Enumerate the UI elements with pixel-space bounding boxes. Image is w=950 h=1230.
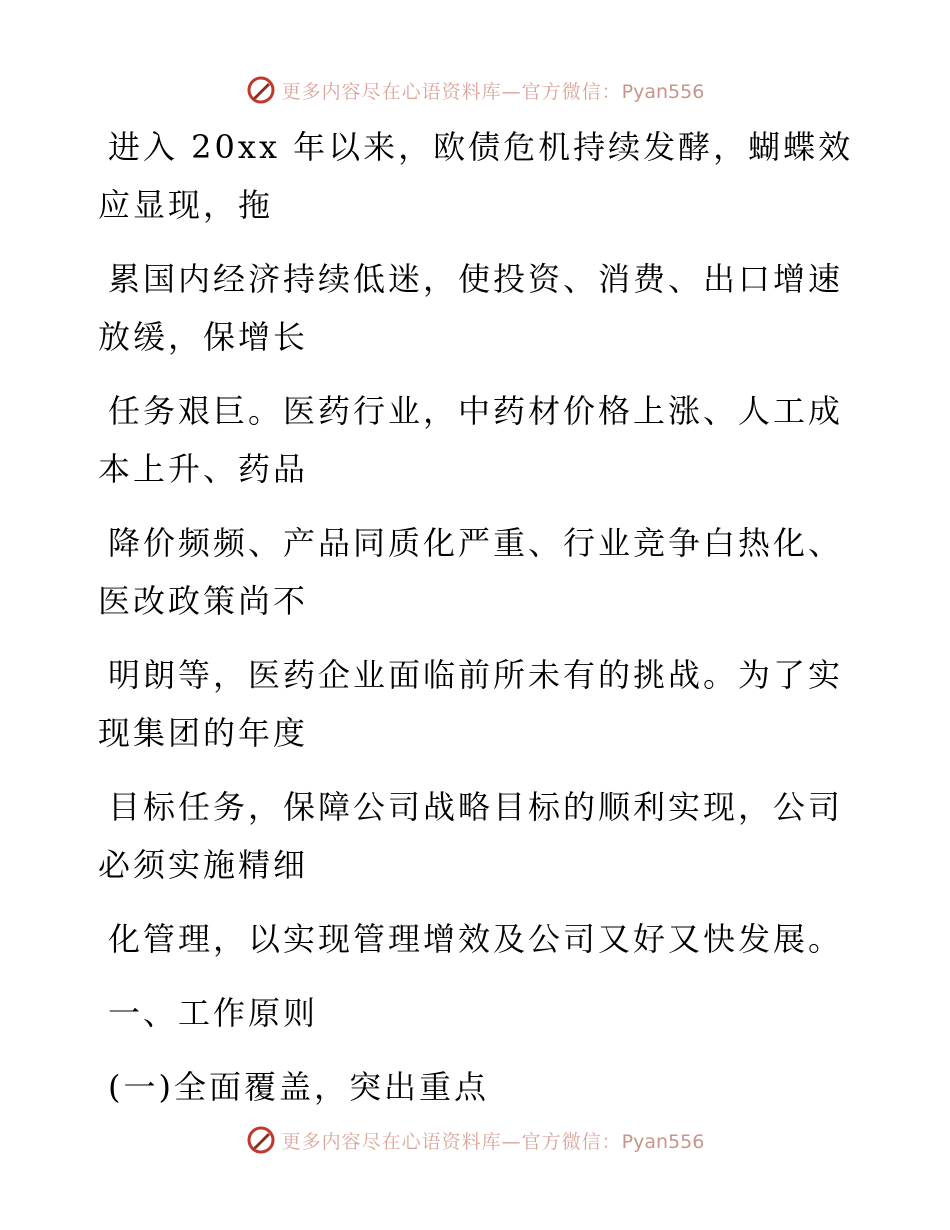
text-line: 累国内经济持续低迷，使投资、消费、出口增速: [108, 260, 844, 298]
wechat-id: Pyan556: [621, 1130, 705, 1153]
header-watermark-banner: [0, 70, 950, 110]
paragraph: [98, 910, 844, 968]
paragraph: [98, 250, 844, 366]
text-line: 必须实施精细: [98, 846, 309, 884]
text-line: 进入 20xx 年以来，欧债危机持续发酵，蝴蝶效: [108, 128, 854, 166]
text-line: 任务艰巨。医药行业，中药材价格上涨、人工成: [108, 392, 844, 430]
footer-watermark-banner: [0, 1120, 950, 1160]
text-line: 化管理，以实现管理增效及公司又好又快发展。: [108, 920, 844, 958]
pen-logo-icon: [246, 75, 276, 105]
watermark-text: 更多内容尽在心语资料库—官方微信：Pyan556: [281, 80, 705, 103]
paragraph: [98, 646, 844, 762]
text-line: 降价频频、产品同质化严重、行业竞争白热化、: [108, 524, 844, 562]
paragraph: [98, 118, 854, 234]
text-line: 明朗等，医药企业面临前所未有的挑战。为了实: [108, 656, 844, 694]
pen-logo-icon: [246, 1125, 276, 1155]
text-line: 放缓，保增长: [98, 318, 309, 356]
watermark-text: 更多内容尽在心语资料库—官方微信：Pyan556: [281, 1130, 705, 1153]
text-line: 一、工作原则: [108, 994, 319, 1032]
paragraph: [98, 514, 844, 630]
text-line: 现集团的年度: [98, 714, 309, 752]
text-line: 医改政策尚不: [98, 582, 309, 620]
document-body: [98, 118, 854, 1116]
text-line: (一)全面覆盖，突出重点: [108, 1068, 489, 1106]
text-line: 本上升、药品: [98, 450, 309, 488]
subsection-heading: [98, 1058, 838, 1116]
text-line: 目标任务，保障公司战略目标的顺利实现，公司: [108, 788, 844, 826]
text-line: 应显现，拖: [98, 186, 274, 224]
paragraph: [98, 778, 844, 894]
wechat-id: Pyan556: [621, 80, 705, 103]
section-heading: [98, 984, 838, 1042]
paragraph: [98, 382, 844, 498]
